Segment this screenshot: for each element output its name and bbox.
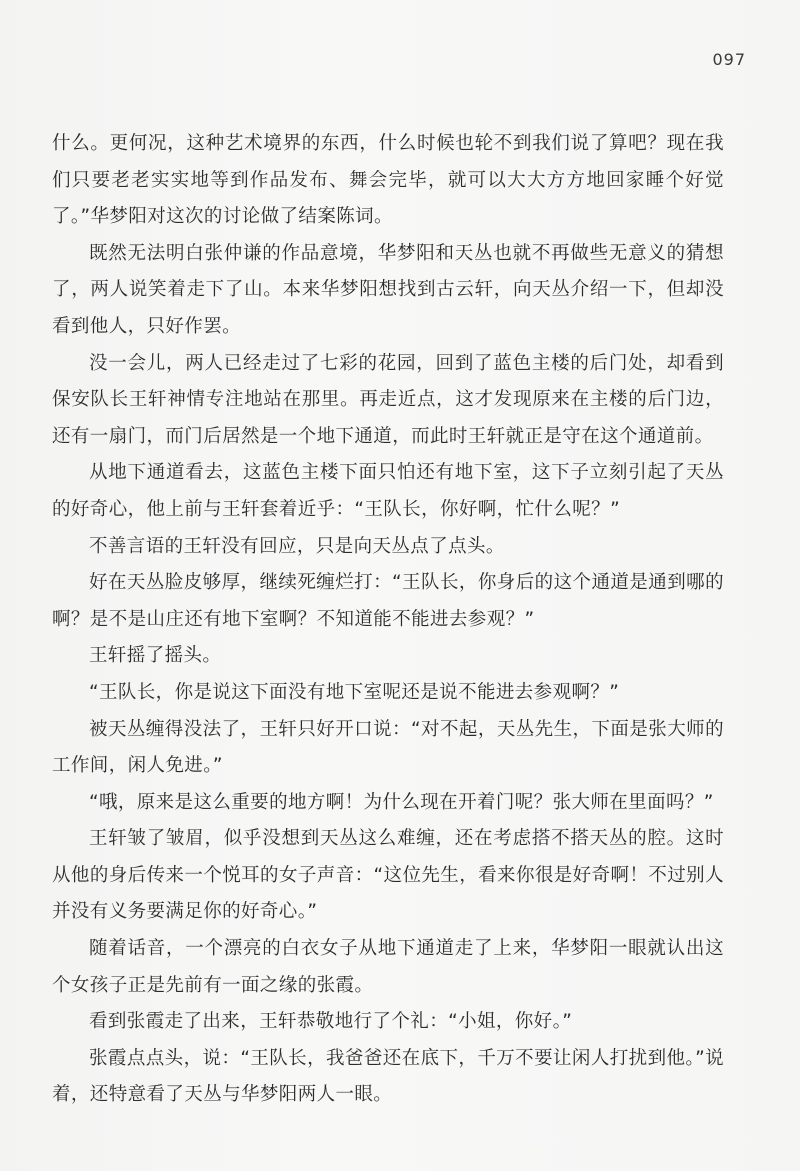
- paragraph: 不善言语的王轩没有回应，只是向天丛点了点头。: [89, 535, 505, 557]
- paragraph: 被天丛缠得没法了，王轩只好开口说：“对不起，天丛先生，下面是张大师的工作间，闲人免进。”: [52, 718, 724, 777]
- paragraph: 王轩皱了皱眉，似乎没想到天丛这么难缠，还在考虑搭不搭天丛的腔。这时从他的身后传来一个悦耳的女子声音：“这位先生，看来你很是好奇啊！不过别人并没有义务要满足你的好奇心。”: [52, 828, 724, 923]
- paragraph: “哦，原来是这么重要的地方啊！为什么现在开着门呢？张大师在里面吗？”: [89, 791, 714, 813]
- paragraph: 从地下通道看去，这蓝色主楼下面只怕还有地下室，这下子立刻引起了天丛的好奇心，他上前与王轩套着近乎：“王队长，你好啊，忙什么呢？”: [52, 462, 724, 520]
- paragraph: 随着话音，一个漂亮的白衣女子从地下通道走了上来，华梦阳一眼就认出这个女孩子正是先前有一面之缘的张霞。: [52, 938, 724, 996]
- paragraph: 什么。更何况，这种艺术境界的东西，什么时候也轮不到我们说了算吧？现在我们只要老老实实地等到作品发布、舞会完毕，就可以大大方方地回家睡个好觉了。”华梦阳对这次的讨论做了结案陈词。: [52, 133, 724, 228]
- page-number: 097: [712, 50, 746, 69]
- paragraph: 没一会儿，两人已经走过了七彩的花园，回到了蓝色主楼的后门处，却看到保安队长王轩神情专注地站在那里。再走近点，这才发现原来在主楼的后门边，还有一扇门，而门后居然是一个地下通道，而此时王轩就正是守在这个通道前。: [52, 352, 724, 447]
- paragraph: 张霞点点头，说：“王队长，我爸爸还在底下，千万不要让闲人打扰到他。”说着，还特意看了天丛与华梦阳两人一眼。: [52, 1047, 724, 1106]
- paragraph: “王队长，你是说这下面没有地下室呢还是说不能进去参观啊？”: [89, 681, 620, 703]
- paragraph: 既然无法明白张仲谦的作品意境，华梦阳和天丛也就不再做些无意义的猜想了，两人说笑着走下了山。本来华梦阳想找到古云轩，向天丛介绍一下，但却没看到他人，只好作罢。: [52, 242, 724, 337]
- body-text: [52, 126, 724, 1114]
- paragraph: 王轩摇了摇头。: [89, 645, 222, 667]
- paragraph: 看到张霞走了出来，王轩恭敬地行了个礼：“小姐，你好。”: [89, 1011, 573, 1033]
- paragraph: 好在天丛脸皮够厚，继续死缠烂打：“王队长，你身后的这个通道是通到哪的啊？是不是山庄还有地下室啊？不知道能不能进去参观？”: [52, 572, 724, 630]
